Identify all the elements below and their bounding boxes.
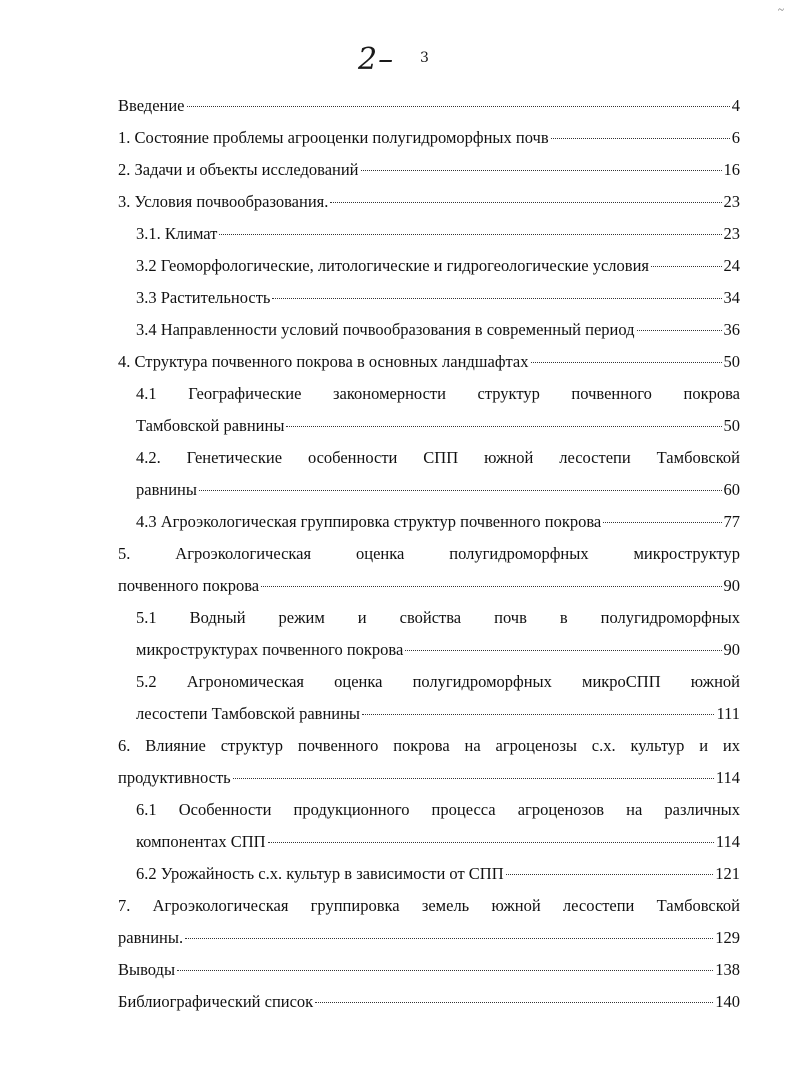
toc-title-cont: равнины.	[118, 928, 184, 947]
toc-page: 114	[715, 832, 740, 851]
dot-leader	[651, 266, 722, 267]
dot-leader	[185, 938, 713, 939]
toc-title: 6.1 Особенности продукционного процесса агроценозов на различных	[136, 800, 740, 819]
table-of-contents	[118, 90, 740, 1018]
corner-mark: ~	[778, 4, 784, 16]
toc-title: 5.2 Агрономическая оценка полугидроморфных микроСПП южной	[136, 672, 740, 691]
toc-page: 90	[723, 576, 740, 595]
toc-title: 3.1. Климат	[136, 224, 218, 243]
toc-page: 90	[723, 640, 740, 659]
toc-page: 114	[715, 768, 740, 787]
toc-page: 129	[715, 928, 740, 947]
toc-title: 2. Задачи и объекты исследований	[118, 160, 359, 179]
toc-title: 4.1 Географические закономерности структур почвенного покрова	[136, 384, 740, 403]
toc-page: 16	[723, 160, 740, 179]
dot-leader	[219, 234, 721, 235]
dot-leader	[272, 298, 721, 299]
toc-title-cont: микроструктурах почвенного покрова	[136, 640, 404, 659]
toc-entry	[118, 954, 740, 986]
dot-leader	[551, 138, 730, 139]
toc-page: 138	[715, 960, 740, 979]
toc-title: 4.3 Агроэкологическая группировка структур почвенного покрова	[136, 512, 602, 531]
toc-entry	[136, 794, 740, 858]
toc-title: Библиографический список	[118, 992, 314, 1011]
toc-page: 34	[723, 288, 740, 307]
toc-entry	[118, 730, 740, 794]
toc-title: 4.2. Генетические особенности СПП южной лесостепи Тамбовской	[136, 448, 740, 467]
dot-leader	[637, 330, 722, 331]
toc-entry	[136, 282, 740, 314]
toc-title: 3.4 Направленности условий почвообразования в современный период	[136, 320, 635, 339]
toc-entry	[118, 186, 740, 218]
toc-entry	[136, 666, 740, 730]
toc-entry	[136, 218, 740, 250]
toc-title: Выводы	[118, 960, 176, 979]
toc-entry	[136, 602, 740, 666]
toc-title: 3.2 Геоморфологические, литологические и гидрогеологические условия	[136, 256, 649, 275]
toc-entry	[118, 986, 740, 1018]
toc-page: 121	[715, 864, 740, 883]
dot-leader	[531, 362, 722, 363]
toc-page: 23	[723, 192, 740, 211]
toc-page: 77	[723, 512, 740, 531]
toc-title-cont: продуктивность	[118, 768, 231, 787]
toc-page: 50	[723, 416, 740, 435]
toc-title: 6. Влияние структур почвенного покрова на агроценозы с.х. культур и их	[118, 736, 740, 755]
toc-title-cont: равнины	[136, 480, 197, 499]
toc-entry	[118, 90, 740, 122]
toc-page: 4	[731, 96, 740, 115]
toc-title: Введение	[118, 96, 185, 115]
dot-leader	[362, 714, 714, 715]
toc-entry	[136, 506, 740, 538]
toc-entry	[118, 890, 740, 954]
toc-title-cont: лесостепи Тамбовской равнины	[136, 704, 361, 723]
toc-page: 23	[723, 224, 740, 243]
toc-entry	[136, 314, 740, 346]
toc-entry	[136, 378, 740, 442]
toc-title: 4. Структура почвенного покрова в основных ландшафтах	[118, 352, 529, 371]
toc-page: 24	[723, 256, 740, 275]
toc-title-cont: Тамбовской равнины	[136, 416, 285, 435]
toc-page: 6	[731, 128, 740, 147]
toc-entry	[118, 538, 740, 602]
dot-leader	[506, 874, 714, 875]
dot-leader	[177, 970, 713, 971]
dot-leader	[199, 490, 722, 491]
toc-entry	[118, 154, 740, 186]
toc-entry	[118, 122, 740, 154]
toc-entry	[136, 858, 740, 890]
toc-title: 3. Условия почвообразования.	[118, 192, 329, 211]
dot-leader	[187, 106, 730, 107]
dot-leader	[315, 1002, 713, 1003]
dot-leader	[330, 202, 721, 203]
toc-title: 5. Агроэкологическая оценка полугидроморфных микроструктур	[118, 544, 740, 563]
toc-title: 6.2 Урожайность с.х. культур в зависимости от СПП	[136, 864, 504, 883]
toc-title: 3.3 Растительность	[136, 288, 271, 307]
page-number-sup: 3	[420, 50, 430, 66]
toc-title: 1. Состояние проблемы агрооценки полугидроморфных почв	[118, 128, 549, 147]
dot-leader	[405, 650, 721, 651]
toc-page: 111	[716, 704, 740, 723]
toc-entry	[118, 346, 740, 378]
dot-leader	[286, 426, 721, 427]
page-number-main: 2–	[358, 42, 395, 77]
dot-leader	[361, 170, 722, 171]
toc-page: 50	[723, 352, 740, 371]
toc-title: 7. Агроэкологическая группировка земель южной лесостепи Тамбовской	[118, 896, 740, 915]
dot-leader	[261, 586, 721, 587]
toc-title-cont: почвенного покрова	[118, 576, 260, 595]
dot-leader	[603, 522, 721, 523]
toc-page: 60	[723, 480, 740, 499]
toc-entry	[136, 442, 740, 506]
handwritten-page-number	[358, 42, 430, 77]
dot-leader	[268, 842, 714, 843]
dot-leader	[233, 778, 714, 779]
toc-title-cont: компонентах СПП	[136, 832, 266, 851]
toc-title: 5.1 Водный режим и свойства почв в полугидроморфных	[136, 608, 740, 627]
toc-entry	[136, 250, 740, 282]
toc-page: 140	[715, 992, 740, 1011]
toc-page: 36	[723, 320, 740, 339]
